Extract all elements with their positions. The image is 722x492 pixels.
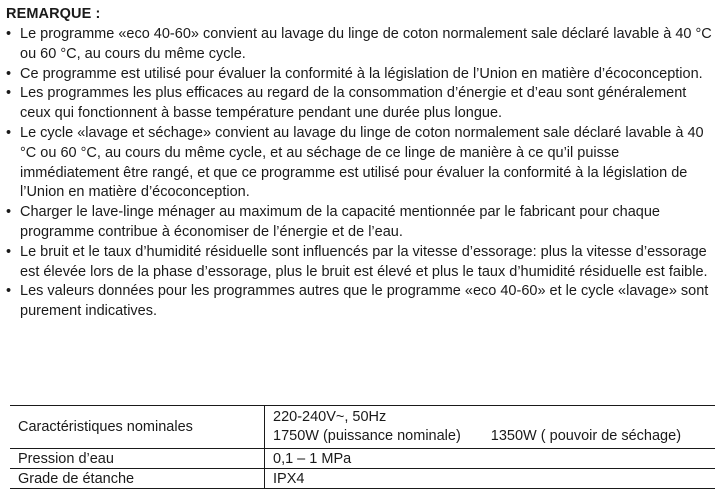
remarque-item [6, 124, 718, 203]
bullet-icon: • [6, 85, 12, 102]
remarque-item [6, 282, 718, 322]
table-row [10, 449, 715, 469]
bullet-icon: • [6, 204, 12, 221]
spec-label-protection: Grade de étanche [10, 469, 265, 489]
remarque-item [6, 203, 718, 243]
remarque-item-text: Les programmes les plus efficaces au regard de la consommation d’énergie et d’eau sont généralement ceux qui fonctionnent à basse température pendant une durée plus longue. [20, 85, 687, 122]
table-row [10, 469, 715, 489]
specs-table [10, 405, 715, 489]
remarque-list [6, 25, 718, 322]
bullet-icon: • [6, 65, 12, 82]
remarque-item [6, 25, 718, 65]
remarque-heading: REMARQUE : [6, 6, 101, 22]
spec-label-pressure: Pression d’eau [10, 449, 265, 469]
spec-value-pressure: 0,1 – 1 MPa [273, 450, 352, 467]
spec-value-nominal [265, 406, 716, 449]
spec-value-protection: IPX4 [273, 470, 305, 487]
bullet-icon: • [6, 283, 12, 300]
spec-power-drying: 1350W ( pouvoir de séchage) [490, 428, 682, 444]
remarque-item [6, 84, 718, 124]
remarque-item-text: Le bruit et le taux d’humidité résiduelle sont influencés par la vitesse d’essorage: plus la vitesse d’essorage est élevée lors de la phase d’essorage, plus le bruit est élevé et plus le taux d’humidité résiduelle est faible. [20, 243, 708, 280]
remarque-section [6, 4, 718, 322]
spec-label-nominal: Caractéristiques nominales [10, 406, 265, 449]
table-row [10, 406, 715, 449]
spec-voltage: 220-240V~, 50Hz [273, 409, 387, 425]
remarque-item-text: Le cycle «lavage et séchage» convient au lavage du linge de coton normalement sale déclaré lavable à 40 °C ou 60 °C, au cours du même cycle, et au séchage de ce linge de manière à ce qu’il puisse immédiatement être rangé, et que ce programme est utilisé pour évaluer la conformité à la législation de l’Union en matière d’écoconception. [20, 124, 704, 201]
bullet-icon: • [6, 124, 12, 141]
remarque-item-text: Ce programme est utilisé pour évaluer la conformité à la législation de l’Union en matière d’écoconception. [20, 65, 703, 82]
remarque-item [6, 243, 718, 283]
remarque-item-text: Les valeurs données pour les programmes autres que le programme «eco 40-60» et le cycle «lavage» sont purement indicatives. [20, 283, 709, 320]
remarque-item-text: Charger le lave-linge ménager au maximum de la capacité mentionnée par le fabricant pour chaque programme contribue à économiser de l’énergie et de l’eau. [20, 204, 660, 240]
spec-power-nominal: 1750W (puissance nominale) [273, 428, 461, 444]
remarque-item-text: Le programme «eco 40-60» convient au lavage du linge de coton normalement sale déclaré lavable à 40 °C ou 60 °C, au cours du même cycle. [20, 26, 712, 62]
spec-power-line [273, 427, 707, 446]
bullet-icon: • [6, 26, 12, 42]
bullet-icon: • [6, 243, 12, 260]
remarque-item [6, 65, 718, 85]
